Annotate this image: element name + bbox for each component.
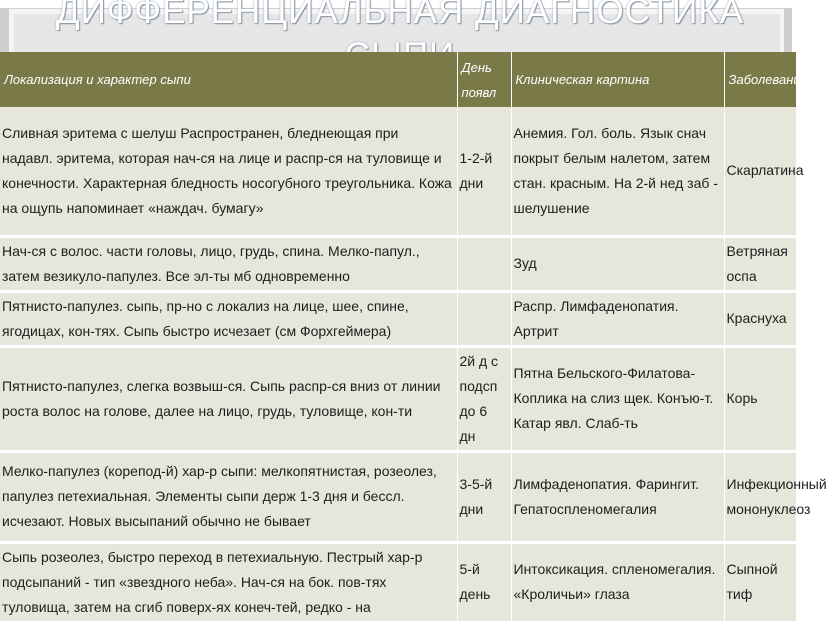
cell-disease: Скарлатина xyxy=(724,107,796,236)
cell-clinic: Анемия. Гол. боль. Язык снач покрыт белым налетом, затем стан. красным. На 2-й нед заб - шелушение xyxy=(511,107,724,236)
cell-location: Пятнисто-папулез, слегка возвыш-ся. Сыпь распр-ся вниз от линии роста волос на голове, далее на лицо, грудь, туловище, кон-ти xyxy=(0,346,457,451)
cell-disease: Инфекционный мононуклеоз xyxy=(724,451,796,542)
cell-location: Сливная эритема с шелуш Распространен, бледнеющая при надавл. эритема, которая нач-ся на лице и распр-ся на туловище и конечности. Характерная бледность носогубного треугольника. Кожа на ощупь напоминает «наждач. бумагу» xyxy=(0,107,457,236)
cell-day: 5-й день xyxy=(457,542,511,622)
header-location: Локализация и характер сыпи xyxy=(0,52,457,107)
table-row xyxy=(0,107,796,236)
cell-disease: Краснуха xyxy=(724,291,796,346)
cell-day: 1-2-й дни xyxy=(457,107,511,236)
header-disease: Заболевание xyxy=(724,52,796,107)
table-row xyxy=(0,542,796,622)
header-clinic: Клиническая картина xyxy=(511,52,724,107)
cell-clinic: Лимфаденопатия. Фарингит. Гепатоспленомегалия xyxy=(511,451,724,542)
cell-disease: Корь xyxy=(724,346,796,451)
cell-disease: Ветряная оспа xyxy=(724,236,796,291)
cell-clinic: Пятна Бельского-Филатова-Коплика на слиз щек. Конъю-т. Катар явл. Слаб-ть xyxy=(511,346,724,451)
cell-disease: Сыпной тиф xyxy=(724,542,796,622)
table-header-row xyxy=(0,52,796,107)
table-row xyxy=(0,346,796,451)
cell-day: 3-5-й дни xyxy=(457,451,511,542)
cell-location: Нач-ся с волос. части головы, лицо, грудь, спина. Мелко-папул., затем везикуло-папулез. Все эл-ты мб одновременно xyxy=(0,236,457,291)
cell-clinic: Зуд xyxy=(511,236,724,291)
cell-day: 2й д с подсп до 6 дн xyxy=(457,346,511,451)
cell-location: Пятнисто-папулез. сыпь, пр-но с локализ на лице, шее, спине, ягодицах, кон-тях. Сыпь быстро исчезает (см Форхгеймера) xyxy=(0,291,457,346)
table-row xyxy=(0,236,796,291)
cell-clinic: Интоксикация. спленомегалия. «Кроличьи» глаза xyxy=(511,542,724,622)
slide-title-line1: ДИФФЕРЕНЦИАЛЬНАЯ ДИАГНОСТИКА xyxy=(55,0,745,31)
rash-table xyxy=(0,52,827,624)
cell-location: Сыпь розеолез, быстро переход в петехиальную. Пестрый хар-р подсыпаний - тип «звездного неба». Нач-ся на бок. пов-тях туловища, затем на сгиб поверх-ях конеч-тей, редко - на xyxy=(0,542,457,622)
table-row xyxy=(0,451,796,542)
cell-clinic: Распр. Лимфаденопатия. Артрит xyxy=(511,291,724,346)
header-day: День появл xyxy=(457,52,511,107)
cell-day xyxy=(457,236,511,291)
cell-location: Мелко-папулез (корепод-й) хар-р сыпи: мелкопятнистая, розеолез, папулез петехиальная. Элементы сыпи держ 1-3 дня и бессл. исчезают. Новых высыпаний обычно не бывает xyxy=(0,451,457,542)
cell-day xyxy=(457,291,511,346)
table-row xyxy=(0,291,796,346)
